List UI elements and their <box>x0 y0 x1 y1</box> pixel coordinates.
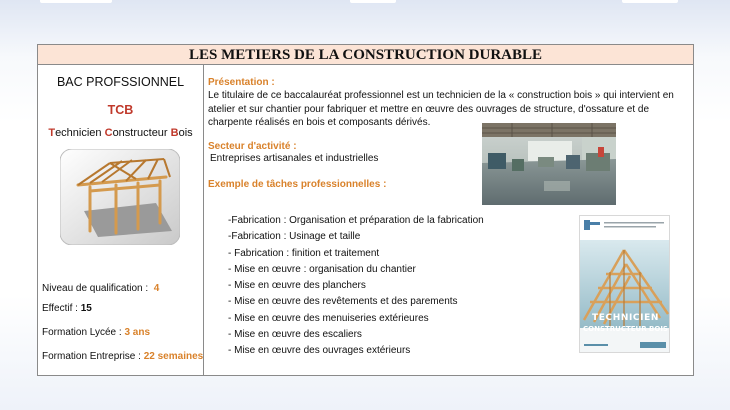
presentation-text: Le titulaire de ce baccalauréat professionnel est un technicien de la « construction bois » qui intervient en atelier et sur chantier pour fabriquer et mettre en œuvre des ouvrages de structure, d'ossature et de charpente réalisés en bois et composants dérivés. <box>208 90 674 128</box>
niveau-label: Niveau de qualification : <box>42 283 149 294</box>
right-column <box>204 65 693 376</box>
taches-heading: Exemple de tâches professionnelles : <box>208 179 387 190</box>
lycee-value: 3 ans <box>124 327 151 338</box>
entreprise-label: Formation Entreprise : <box>42 351 141 362</box>
page-title: LES METIERS DE LA CONSTRUCTION DURABLE <box>38 45 693 65</box>
diploma-code: TCB <box>107 103 134 117</box>
diploma-label: BAC PROFSSIONNEL <box>56 75 185 89</box>
task-item: - Mise en œuvre des menuiseries extérieures <box>228 312 429 324</box>
effectif-row <box>42 303 92 314</box>
top-decoration-center <box>350 0 396 3</box>
task-item: -Fabrication : Organisation et préparation de la fabrication <box>228 215 484 226</box>
job-title-initial-t: T <box>48 127 56 139</box>
task-item: - Fabrication : finition et traitement <box>228 247 380 259</box>
secteur-text: Entreprises artisanales et industrielles <box>210 153 379 164</box>
secteur-heading: Secteur d'activité : <box>208 141 297 152</box>
effectif-value: 15 <box>80 303 92 314</box>
taches-list <box>228 213 484 360</box>
job-title-part-2: onstructeur <box>112 127 171 139</box>
lycee-label: Formation Lycée : <box>42 327 122 338</box>
job-title-initial-b: B <box>170 127 179 139</box>
effectif-label: Effectif : <box>42 303 78 314</box>
job-title-part-3: ois <box>178 127 193 139</box>
book-cover <box>579 215 670 353</box>
presentation-heading: Présentation : <box>208 77 275 88</box>
book-title-line1: TECHNICIEN <box>592 313 659 323</box>
task-item: - Mise en œuvre des escaliers <box>228 329 362 341</box>
lycee-row <box>42 327 150 338</box>
timber-frame-illustration <box>60 149 180 245</box>
task-item: - Mise en œuvre : organisation du chantier <box>228 263 416 275</box>
book-title-line2: CONSTRUCTEUR BOIS <box>583 325 668 333</box>
left-column <box>38 65 203 376</box>
task-item: - Mise en œuvre des planchers <box>228 280 366 292</box>
book-cover-art <box>580 216 670 353</box>
entreprise-value: 22 semaines <box>143 351 204 362</box>
niveau-value: 4 <box>153 283 160 294</box>
info-sheet <box>37 44 694 376</box>
top-decoration-left <box>40 0 112 3</box>
task-item: -Fabrication : Usinage et taille <box>228 231 361 243</box>
task-item: - Mise en œuvre des revêtements et des parements <box>228 296 458 308</box>
job-title-initial-c: C <box>104 127 113 139</box>
job-title <box>38 127 203 139</box>
niveau-row <box>42 283 159 294</box>
task-item: - Mise en œuvre des ouvrages extérieurs <box>228 345 411 357</box>
workshop-photo <box>482 123 616 205</box>
job-title-part-1: echnicien <box>55 127 105 139</box>
entreprise-row <box>42 351 203 362</box>
top-decoration-right <box>622 0 678 3</box>
